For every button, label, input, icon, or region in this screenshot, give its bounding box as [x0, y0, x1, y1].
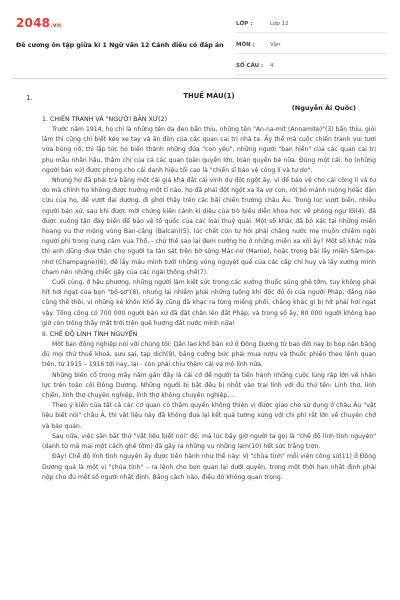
- question-number: 1.: [26, 94, 33, 102]
- logo-suffix: .vn: [50, 22, 62, 29]
- passage-title: THUẾ MÁU(1): [183, 92, 235, 100]
- paragraph: Những biến cố trong mấy năm gần đây là cái cớ để người ta tiến hành những cuộc lùng ráp lớn về nhân lực trên toàn cõi Đông Dương. Những người bị bắt đều bị nhốt vào trại lính với đủ thứ tên: Lính thợ, lính chiến, lính thợ chuyên nghiệp, lính thợ không chuyên nghiệp,...: [42, 371, 376, 400]
- passage-author: (Nguyễn Ái Quốc): [291, 104, 356, 112]
- header-divider: [12, 78, 388, 79]
- section-heading: 1. CHIẾN TRANH VÀ "NGƯỜI BẢN XỨ(2): [42, 116, 168, 123]
- meta-value-class: Lớp 12: [270, 21, 289, 27]
- meta-value-subject: Văn: [270, 42, 281, 48]
- meta-label-count: SỐ CÂU :: [236, 63, 264, 69]
- document-page: [12, 10, 388, 598]
- meta-row-subject: [236, 39, 386, 54]
- meta-row-class: [236, 18, 386, 33]
- paragraph: Sau nữa, việc săn bắt thứ "vật liệu biết nói" đó, mà lúc bấy giờ người ta gọi là "chế độ lính tình nguyện" (danh từ mà mai một cách ghê tởm) đã gây ra những vụ những lạm(10) hết sức trắng trợn.: [42, 432, 376, 451]
- meta-row-count: [236, 60, 386, 75]
- logo-main: 2048: [16, 16, 51, 30]
- document-title: Đề cương ôn tập giữa kì 1 Ngữ văn 12 Cánh diều có đáp án: [16, 42, 224, 49]
- paragraph: Cuối cùng, ở hậu phương, những người làm kiệt sức trong các xưởng thuốc súng ghê tởm, tuy không phải hít hơi ngạt của bọn "bô-sơ"(8), nhưng lại nhiễm phải những luồng khí độc đỏ ối của người Pháp; đằng nào cũng thế thôi, vì những kẻ khốn khổ ấy cũng đã khạc ra từng miếng phổi, chẳng khác gì bị hít phải hơi ngạt vậy. Tổng cộng có 700 000 người bản xứ đã đặt chân lên đất Pháp; và trong số ấy, 80 000 người không bao giờ còn trông thấy mặt trời trên quê hương đất nước mình nữa!: [42, 279, 376, 327]
- paragraph: Nhưng họ đã phải trả bằng một cái giá khá đắt cái vinh dự đột ngột ấy, vì để bảo vệ cho cái công lí và tự do mà chính họ không được hưởng một tí nào, họ đã phải đột ngột xa lìa vợ con, rời bỏ mảnh ruộng hoặc đàn cừu của họ, để vượt đại dương, đi phơi thây trên các bãi chiến trường châu Âu. Trong lúc vượt biển, nhiều người bản xứ, sau khi được mời chứng kiến cảnh kì diệu của trò biểu diễn khoa học về phóng ngư lôi(4), đã được xuống tận đáy biển để bảo vệ tổ quốc của các loài thuỷ quái. Một số khác đã bỏ xác tại những miền hoang vu thơ mộng vùng Ban-căng (Balcan)(5), lúc chết còn tự hỏi phải chăng nước mẹ muốn chiếm ngôi người phi trong cung cấm vua Thổ, - chứ thế sao lại đem nướng họ ở những miền xa xôi ấy? Một số khác nữa thì anh dũng đưa thân cho người ta tàn sát trên bờ sông Mác-nơ (Marne), hoặc trong bãi lầy miền Săm-pa-nhơ (Champagne)(6), để lấy máu mình tưới những vòng nguyệt quế của các cấp chỉ huy và lấy xương mình chạm nên những chiếc gậy của các ngài thống chế(7).: [42, 177, 376, 276]
- meta-label-subject: MÔN :: [236, 42, 255, 48]
- paragraph: Đây! Chế độ lính tình nguyện ấy được tiến hành như thế này: Vị "chúa tỉnh" mỗi viên công sứ(11) ở Đông Dương quả là một vị "chúa tỉnh" – ra lệnh cho bọn quan lại dưới quyền, trong một thời hạn nhất định phải nộp cho đủ một số người nhất định. Bằng cách nào, điều đó không quan trọng.: [42, 453, 376, 481]
- page-header: [16, 14, 386, 74]
- section-heading: II. CHẾ ĐỘ LÍNH TÌNH NGUYỆN: [42, 331, 138, 339]
- question-content: [42, 90, 376, 483]
- paragraph: Trước năm 1914, họ chỉ là những tên da đen bẩn thỉu, những tên "An-na-mít (Annamite)"(3) bẩn thỉu, giỏi lắm thì cũng chỉ biết kéo xe tay và ăn đòn của các quan cai trị nhà ta. Ấy thế mà cuộc chiến tranh vui tươi vừa bùng nổ, thì lập tức họ biến thành những đứa "con yêu", những người "bạn hiền" của các quan cai trị phụ mẫu nhân hậu, thậm chí của cả các quan toàn quyền lớn, toàn quyền bé nữa. Đùng một cái, họ (những người bản xứ) được phong cho cái danh hiệu tối cao là "chiến sĩ bảo vệ công lí và tự do".: [42, 126, 376, 174]
- meta-value-count: 4: [270, 63, 274, 69]
- meta-info: [236, 18, 386, 81]
- paragraph: Một bạn đồng nghiệp nói với chúng tôi: Dân lao khổ bản xứ ở Đông Dương từ bao đời nay bị bóp nặn bằng đủ mọi thứ thuế khoá, sưu sai, tạp dịch(9), bằng cưỡng bức phải mua rượu và thuốc phiện theo lệnh quan trên, từ 1915 – 1916 tới nay, lại - còn phải chịu thêm cái vạ mộ lính nữa.: [42, 341, 376, 369]
- paragraph: Theo ý kiến của tất cả các cơ quan có thẩm quyền không thiên vị được giao cho sử dụng ở châu Âu "vật liệu biết nói" châu Á, thì vật liệu này đã không đưa lại kết quả tương xứng với chi phí rất lớn về chuyên chở và bảo quản.: [42, 402, 376, 430]
- site-logo[interactable]: [16, 16, 61, 30]
- meta-label-class: LỚP :: [236, 21, 253, 27]
